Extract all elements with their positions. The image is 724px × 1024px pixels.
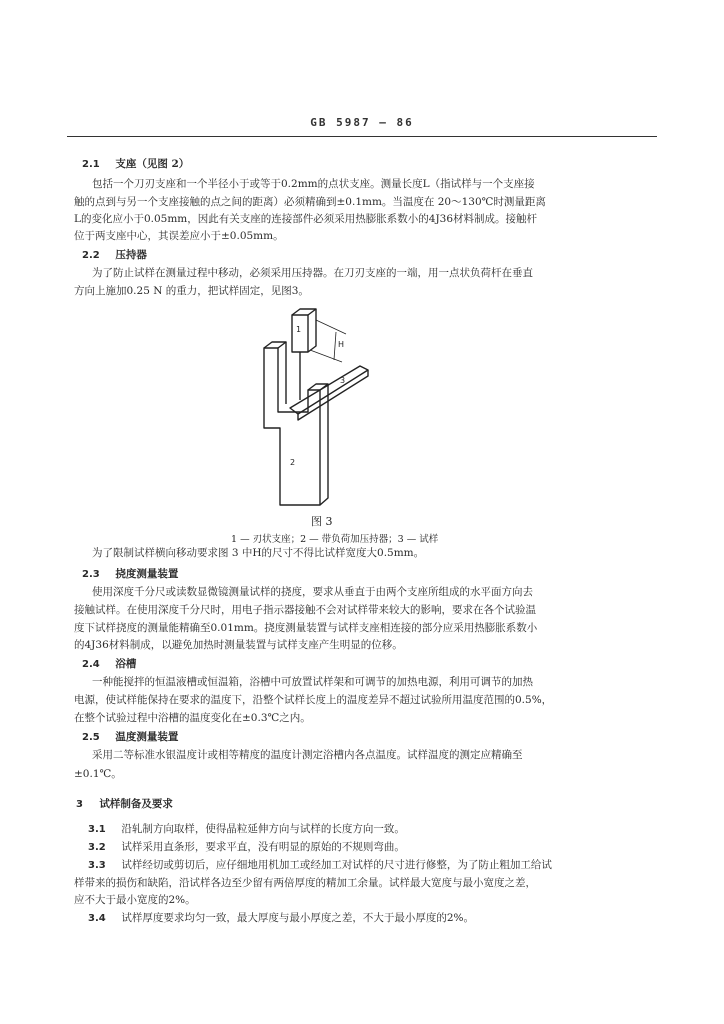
part-label: 3	[340, 376, 346, 385]
list-item	[88, 840, 405, 855]
section-title: 浴槽	[115, 658, 137, 670]
item-number: 3.3	[88, 860, 106, 871]
dimension-label: H	[338, 340, 345, 349]
paragraph-line: 应不大于最小宽度的2%。	[74, 894, 196, 906]
list-item	[88, 822, 405, 837]
section-title: 压持器	[115, 249, 147, 261]
section-2-3-heading	[82, 567, 178, 582]
section-title: 试样制备及要求	[99, 798, 173, 810]
list-item	[88, 911, 474, 926]
paragraph-line: 触的点到与另一个支座接触的点之间的距离）必须精确到±0.1mm。当温度在 20～130℃时测量距离	[74, 196, 546, 208]
paragraph-line: 使用深度千分尺或读数显微镜测量试样的挠度，要求从垂直于由两个支座所组成的水平面方向去	[92, 586, 533, 598]
item-number: 3.4	[88, 913, 106, 924]
item-text: 试样经切或剪切后，应仔细地用机加工或经加工对试样的尺寸进行修整，为了防止粗加工给试	[121, 859, 552, 871]
header-rule	[67, 136, 657, 137]
paragraph-line: 电源，使试样能保持在要求的温度下，沿整个试样长度上的温度差异不超过试验所用温度范围的0.5%，	[74, 694, 553, 706]
holder-front-face	[264, 348, 320, 505]
figure-label: 图 3	[311, 515, 333, 528]
knife-support-side	[308, 309, 316, 352]
paragraph-line: 在整个试验过程中浴槽的温度变化在±0.3℃之内。	[74, 712, 311, 724]
paragraph-line: L的变化应小于0.05mm，因此有关支座的连接部件必须采用热膨胀系数小的4J36材料制成。接触杆	[74, 213, 538, 225]
paragraph-line: 的4J36材料制成，以避免加热时测量装置与试样支座产生明显的位移。	[74, 639, 403, 651]
part-label: 1	[296, 325, 302, 334]
item-text: 试样厚度要求均匀一致，最大厚度与最小厚度之差，不大于最小厚度的2%。	[121, 912, 474, 924]
standard-code-header: GB 5987 — 86	[310, 116, 414, 129]
item-text: 沿轧制方向取样，使得晶粒延伸方向与试样的长度方向一致。	[121, 823, 405, 835]
list-item	[88, 858, 552, 873]
paragraph-line: 度下试样挠度的测量能精确至0.01mm。挠度测量装置与试样支座相连接的部分应采用热膨胀系数小	[74, 622, 538, 634]
item-number: 3.1	[88, 824, 106, 835]
section-2-4-heading	[82, 657, 136, 672]
dimension-line-bottom	[310, 350, 342, 362]
section-number: 3	[76, 799, 83, 810]
paragraph-line: 样带来的损伤和缺陷，沿试样各边至少留有两倍厚度的精加工余量。试样最大宽度与最小宽度之差，	[74, 877, 536, 889]
knife-support-top	[292, 309, 316, 315]
figure-caption: 1 — 刃状支座；2 — 带负荷加压持器；3 — 试样	[231, 534, 439, 545]
paragraph-line: 位于两支座中心，其误差应小于±0.05mm。	[74, 230, 284, 242]
section-2-5-heading	[82, 730, 178, 745]
section-2-1-heading	[82, 157, 189, 172]
holder-top-edge	[264, 342, 286, 348]
item-number: 3.2	[88, 842, 106, 853]
paragraph-line: 为了限制试样横向移动要求图 3 中H的尺寸不得比试样宽度大0.5mm。	[92, 547, 425, 559]
specimen-bar-top	[290, 366, 368, 414]
paragraph-line: 为了防止试样在测量过程中移动，必须采用压持器。在刀刃支座的一端，用一点状负荷杆在垂直	[92, 267, 533, 279]
section-number: 2.3	[82, 569, 100, 580]
figure-3-drawing	[250, 300, 400, 510]
section-3-heading	[76, 797, 173, 812]
paragraph-line: ±0.1℃。	[74, 768, 122, 780]
section-2-2-heading	[82, 248, 147, 263]
part-label: 2	[290, 458, 296, 467]
paragraph-line: 方向上施加0.25 N 的重力，把试样固定，见图3。	[74, 285, 309, 297]
paragraph-line: 包括一个刀刃支座和一个半径小于或等于0.2mm的点状支座。测量长度L（指试样与一个支座接	[92, 178, 535, 190]
section-title: 支座（见图 2）	[115, 158, 190, 170]
paragraph-line: 采用二等标准水银温度计或相等精度的温度计测定浴槽内各点温度。试样温度的测定应精确至	[92, 749, 523, 761]
section-number: 2.5	[82, 732, 100, 743]
dimension-line-top	[316, 320, 346, 334]
dimension-arrow	[334, 332, 336, 360]
section-number: 2.4	[82, 659, 100, 670]
section-title: 挠度测量装置	[115, 568, 179, 580]
section-title: 温度测量装置	[115, 731, 179, 743]
section-number: 2.1	[82, 159, 100, 170]
item-text: 试样采用直条形，要求平直，没有明显的原始的不规则弯曲。	[121, 841, 405, 853]
paragraph-line: 接触试样。在使用深度千分尺时，用电子指示器接触不会对试样带来较大的影响，要求在各个试验温	[74, 604, 536, 616]
paragraph-line: 一种能搅拌的恒温液槽或恒温箱，浴槽中可放置试样架和可调节的加热电源，利用可调节的加热	[92, 676, 533, 688]
section-number: 2.2	[82, 250, 100, 261]
